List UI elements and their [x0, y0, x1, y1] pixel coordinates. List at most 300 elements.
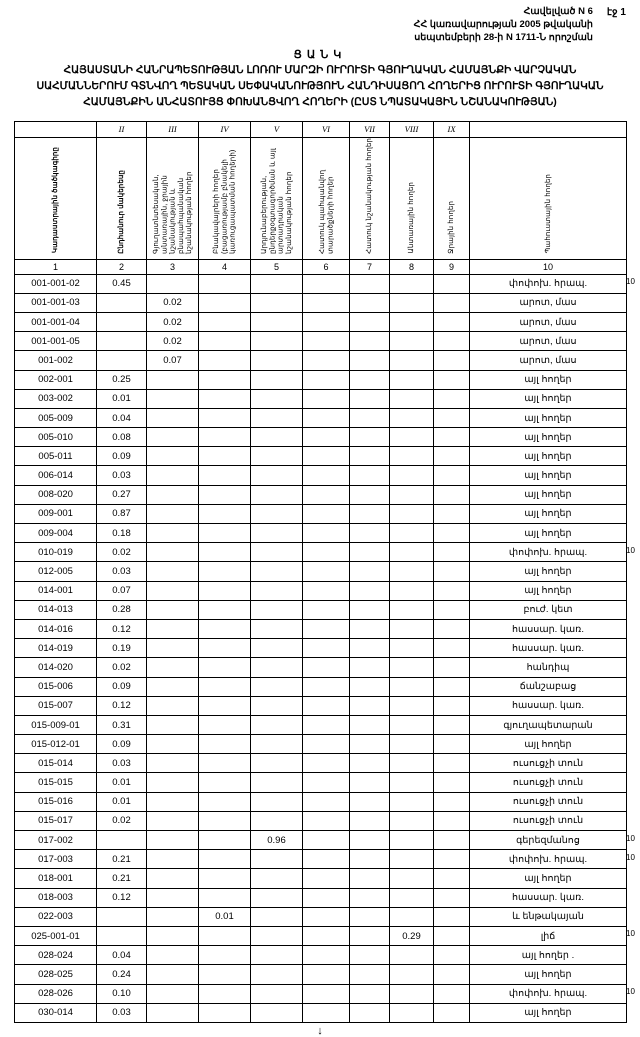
cell-water	[434, 581, 470, 600]
cell-settlement	[199, 735, 251, 754]
cell-industrial	[251, 1003, 303, 1022]
cell-total-area	[97, 351, 147, 370]
cell-protected	[303, 965, 350, 984]
cell-industrial	[251, 274, 303, 293]
table-row	[15, 351, 627, 370]
col-label-5: Արդյունաբերության, ընդերքօգտագործման և այլ արտադրական նշանակության հողեր	[258, 147, 293, 254]
cell-settlement	[199, 1003, 251, 1022]
cell-agricultural	[147, 274, 199, 293]
cell-water	[434, 658, 470, 677]
table-header-row	[15, 137, 627, 259]
cell-note: արոտ, մաս	[470, 351, 627, 370]
table-row	[15, 428, 627, 447]
cell-agricultural	[147, 408, 199, 427]
cell-forest	[390, 312, 434, 331]
col-label-10: Պահուստային հողեր	[542, 174, 552, 254]
cell-settlement	[199, 639, 251, 658]
col-header-protected	[303, 137, 350, 259]
cell-settlement	[199, 984, 251, 1003]
cell-special	[350, 293, 390, 312]
cell-settlement	[199, 332, 251, 351]
table-row	[15, 677, 627, 696]
cell-protected	[303, 926, 350, 945]
cell-cadastral-code: 022-003	[15, 907, 97, 926]
cell-industrial	[251, 485, 303, 504]
cell-cadastral-code: 002-001	[15, 370, 97, 389]
cell-cadastral-code: 005-010	[15, 428, 97, 447]
cell-forest	[390, 869, 434, 888]
cell-agricultural	[147, 831, 199, 850]
cell-cadastral-code: 015-007	[15, 696, 97, 715]
cell-agricultural	[147, 639, 199, 658]
cell-water	[434, 735, 470, 754]
cell-water	[434, 447, 470, 466]
col-header-reserve	[470, 137, 627, 259]
land-parcels-table	[14, 121, 627, 1023]
cell-settlement	[199, 524, 251, 543]
cell-total-area	[97, 926, 147, 945]
cell-note: այլ հողեր	[470, 735, 627, 754]
cell-industrial	[251, 619, 303, 638]
cell-industrial	[251, 907, 303, 926]
cell-protected	[303, 946, 350, 965]
cell-agricultural	[147, 850, 199, 869]
num-4: 4	[199, 259, 251, 274]
cell-industrial	[251, 946, 303, 965]
page-number: էջ 1	[606, 7, 626, 18]
cell-protected	[303, 850, 350, 869]
cell-agricultural	[147, 984, 199, 1003]
col-header-settlement	[199, 137, 251, 259]
num-6: 6	[303, 259, 350, 274]
cell-forest	[390, 696, 434, 715]
cell-forest	[390, 543, 434, 562]
cell-industrial	[251, 735, 303, 754]
cell-protected	[303, 332, 350, 351]
cell-special	[350, 946, 390, 965]
table-body	[15, 274, 627, 1022]
cell-water	[434, 524, 470, 543]
cell-water	[434, 715, 470, 734]
cell-forest	[390, 351, 434, 370]
cell-settlement	[199, 351, 251, 370]
cell-settlement	[199, 600, 251, 619]
cell-note: ուսուցչի տուն	[470, 754, 627, 773]
decision-line-1: ՀՀ կառավարության 2005 թվականի	[413, 18, 593, 30]
cell-special	[350, 792, 390, 811]
cell-protected	[303, 389, 350, 408]
roman-9: IX	[434, 121, 470, 137]
cell-special	[350, 984, 390, 1003]
cell-water	[434, 792, 470, 811]
table-row	[15, 946, 627, 965]
table-row	[15, 389, 627, 408]
cell-protected	[303, 1003, 350, 1022]
cell-industrial	[251, 639, 303, 658]
cell-note: այլ հողեր	[470, 389, 627, 408]
margin-mark: 10	[626, 277, 635, 287]
cell-industrial	[251, 869, 303, 888]
cell-forest	[390, 792, 434, 811]
table-row	[15, 773, 627, 792]
roman-8: VIII	[390, 121, 434, 137]
cell-protected	[303, 619, 350, 638]
cell-protected	[303, 754, 350, 773]
cell-agricultural	[147, 869, 199, 888]
cell-total-area: 0.03	[97, 1003, 147, 1022]
page-subtitle: ՀԱՅԱՍՏԱՆԻ ՀԱՆՐԱՊԵՏՈՒԹՅԱՆ ԼՈՌՈՒ ՄԱՐԶԻ ՈՒՐՈՒՏԻ ԳՅՈՒՂԱԿԱՆ ՀԱՄԱՅՆՔԻ ՎԱՐՉԱԿԱՆ ՍԱՀՄԱՆՆԵՐՈՒՄ ԳՏՆՎՈՂ ՊԵՏԱԿԱՆ ՍԵՓԱԿԱՆՈՒԹՅՈՒՆ ՀԱՆԴԻՍԱՑՈՂ ՀՈՂԵՐԻՑ ՈՒՐՈՒՏԻ ԳՅՈՒՂԱԿԱՆ ՀԱՄԱՅՆՔԻՆ ԱՆՀԱՏՈՒՅՑ ՓՈԽԱՆՑՎՈՂ ՀՈՂԵՐԻ (ԸՍՏ ՆՊԱՏԱԿԱՅԻՆ ՆՇԱՆԱԿՈՒԹՅԱՆ)	[36, 64, 604, 108]
cell-total-area	[97, 831, 147, 850]
cell-protected	[303, 504, 350, 523]
table-row	[15, 1003, 627, 1022]
cell-forest	[390, 370, 434, 389]
cell-special	[350, 581, 390, 600]
cell-protected	[303, 370, 350, 389]
cell-protected	[303, 831, 350, 850]
appendix-line: Հավելված N 6	[523, 6, 593, 17]
cell-water	[434, 485, 470, 504]
cell-note: փոփոխ. հրապ.	[470, 543, 627, 562]
cell-cadastral-code: 017-003	[15, 850, 97, 869]
cell-note: փոփոխ. հրապ.	[470, 850, 627, 869]
cell-total-area: 0.87	[97, 504, 147, 523]
cell-note: այլ հողեր	[470, 524, 627, 543]
cell-settlement	[199, 370, 251, 389]
table-row	[15, 907, 627, 926]
margin-mark: 10	[626, 833, 635, 843]
cell-agricultural	[147, 715, 199, 734]
cell-total-area: 0.07	[97, 581, 147, 600]
cell-water	[434, 543, 470, 562]
cell-forest	[390, 811, 434, 830]
cell-industrial	[251, 754, 303, 773]
table-row	[15, 850, 627, 869]
cell-protected	[303, 524, 350, 543]
col-label-3: Գյուղատնտեսական, անտառային, ջրային նշանակության և բնապահպանական նշանակության հողեր	[150, 171, 193, 254]
cell-protected	[303, 543, 350, 562]
table-row	[15, 312, 627, 331]
table-row	[15, 619, 627, 638]
cell-water	[434, 274, 470, 293]
cell-settlement	[199, 312, 251, 331]
cell-note: այլ հողեր .	[470, 946, 627, 965]
decision-line-2: սեպտեմբերի 28-ի N 1711-Ն որոշման	[414, 31, 593, 43]
cell-water	[434, 504, 470, 523]
cell-cadastral-code: 014-019	[15, 639, 97, 658]
cell-cadastral-code: 014-020	[15, 658, 97, 677]
cell-settlement	[199, 696, 251, 715]
cell-special	[350, 600, 390, 619]
cell-settlement	[199, 850, 251, 869]
cell-cadastral-code: 015-015	[15, 773, 97, 792]
cell-forest	[390, 524, 434, 543]
cell-cadastral-code: 015-017	[15, 811, 97, 830]
cell-forest	[390, 293, 434, 312]
cell-total-area: 0.28	[97, 600, 147, 619]
cell-note: արոտ, մաս	[470, 293, 627, 312]
cell-cadastral-code: 025-001-01	[15, 926, 97, 945]
cell-agricultural: 0.02	[147, 312, 199, 331]
cell-forest	[390, 485, 434, 504]
col-header-water	[434, 137, 470, 259]
cell-note: բուժ. կետ	[470, 600, 627, 619]
table-row	[15, 888, 627, 907]
cell-total-area: 0.12	[97, 619, 147, 638]
table-roman-row	[15, 121, 627, 137]
cell-agricultural	[147, 677, 199, 696]
cell-settlement	[199, 946, 251, 965]
cell-protected	[303, 715, 350, 734]
cell-cadastral-code: 001-001-03	[15, 293, 97, 312]
cell-cadastral-code: 001-001-04	[15, 312, 97, 331]
cell-water	[434, 351, 470, 370]
cell-industrial	[251, 562, 303, 581]
table-row	[15, 562, 627, 581]
cell-protected	[303, 677, 350, 696]
cell-industrial: 0.96	[251, 831, 303, 850]
cell-water	[434, 869, 470, 888]
cell-protected	[303, 735, 350, 754]
cell-forest	[390, 428, 434, 447]
cell-settlement	[199, 543, 251, 562]
cell-cadastral-code: 028-025	[15, 965, 97, 984]
cell-protected	[303, 293, 350, 312]
cell-special	[350, 773, 390, 792]
cell-special	[350, 562, 390, 581]
cell-water	[434, 619, 470, 638]
cell-protected	[303, 485, 350, 504]
cell-note: այլ հողեր	[470, 504, 627, 523]
cell-special	[350, 850, 390, 869]
cell-settlement	[199, 869, 251, 888]
cell-note: այլ հողեր	[470, 408, 627, 427]
cell-total-area: 0.31	[97, 715, 147, 734]
cell-water	[434, 562, 470, 581]
cell-industrial	[251, 965, 303, 984]
cell-special	[350, 888, 390, 907]
cell-total-area	[97, 907, 147, 926]
cell-agricultural	[147, 466, 199, 485]
table-row	[15, 370, 627, 389]
cell-cadastral-code: 015-016	[15, 792, 97, 811]
cell-water	[434, 850, 470, 869]
cell-forest	[390, 562, 434, 581]
cell-protected	[303, 773, 350, 792]
cell-agricultural	[147, 428, 199, 447]
table-row	[15, 447, 627, 466]
cell-forest	[390, 907, 434, 926]
num-3: 3	[147, 259, 199, 274]
cell-protected	[303, 869, 350, 888]
roman-7: VII	[350, 121, 390, 137]
cell-cadastral-code: 028-026	[15, 984, 97, 1003]
cell-forest	[390, 658, 434, 677]
cell-note: ուսուցչի տուն	[470, 792, 627, 811]
num-10: 10	[470, 259, 627, 274]
num-9: 9	[434, 259, 470, 274]
cell-total-area: 0.04	[97, 946, 147, 965]
cell-note: այլ հողեր	[470, 869, 627, 888]
cell-protected	[303, 312, 350, 331]
cell-forest	[390, 466, 434, 485]
cell-industrial	[251, 715, 303, 734]
cell-total-area: 0.09	[97, 677, 147, 696]
cell-agricultural	[147, 485, 199, 504]
cell-industrial	[251, 850, 303, 869]
cell-settlement	[199, 658, 251, 677]
cell-agricultural	[147, 946, 199, 965]
cell-protected	[303, 562, 350, 581]
cell-agricultural: 0.02	[147, 332, 199, 351]
cell-settlement	[199, 677, 251, 696]
cell-settlement	[199, 428, 251, 447]
cell-special	[350, 389, 390, 408]
cell-note: փոփոխ. հրապ.	[470, 984, 627, 1003]
cell-industrial	[251, 696, 303, 715]
cell-cadastral-code: 018-003	[15, 888, 97, 907]
cell-water	[434, 754, 470, 773]
cell-total-area: 0.02	[97, 811, 147, 830]
cell-forest	[390, 888, 434, 907]
cell-water	[434, 811, 470, 830]
cell-note: և ենթակայան	[470, 907, 627, 926]
table-row	[15, 965, 627, 984]
cell-agricultural	[147, 965, 199, 984]
cell-protected	[303, 408, 350, 427]
roman-4: IV	[199, 121, 251, 137]
cell-cadastral-code: 001-001-05	[15, 332, 97, 351]
cell-protected	[303, 639, 350, 658]
cell-protected	[303, 581, 350, 600]
num-1: 1	[15, 259, 97, 274]
col-label-1: Կադաստրային ծածկագիրը	[50, 147, 60, 254]
col-label-8: Անտառային հողեր	[406, 182, 416, 254]
cell-settlement	[199, 408, 251, 427]
cell-settlement	[199, 715, 251, 734]
cell-special	[350, 658, 390, 677]
cell-agricultural	[147, 888, 199, 907]
table-row	[15, 543, 627, 562]
cell-water	[434, 926, 470, 945]
cell-forest	[390, 677, 434, 696]
col-label-4: Բնակավայրերի հողեր (բացառությամբ բնակելի կառուցապատման հողերի)	[211, 149, 237, 254]
margin-mark: 10	[626, 929, 635, 939]
cell-water	[434, 831, 470, 850]
cell-special	[350, 332, 390, 351]
roman-10	[470, 121, 627, 137]
cell-industrial	[251, 524, 303, 543]
num-2: 2	[97, 259, 147, 274]
col-label-9: Ջրային հողեր	[446, 200, 456, 254]
cell-forest	[390, 946, 434, 965]
cell-note: գերեզմանոց	[470, 831, 627, 850]
header-right-block	[52, 6, 626, 44]
cell-forest	[390, 965, 434, 984]
cell-note: հասսար. կառ.	[470, 619, 627, 638]
table-row	[15, 524, 627, 543]
cell-special	[350, 370, 390, 389]
cell-settlement	[199, 754, 251, 773]
cell-total-area: 0.04	[97, 408, 147, 427]
cell-cadastral-code: 010-019	[15, 543, 97, 562]
table-number-row	[15, 259, 627, 274]
cell-industrial	[251, 332, 303, 351]
cell-forest	[390, 274, 434, 293]
cell-settlement	[199, 773, 251, 792]
cell-note: հասսար. կառ.	[470, 696, 627, 715]
cell-cadastral-code: 014-016	[15, 619, 97, 638]
cell-note: հանդիպ	[470, 658, 627, 677]
cell-special	[350, 754, 390, 773]
cell-special	[350, 696, 390, 715]
cell-note: այլ հողեր	[470, 1003, 627, 1022]
cell-special	[350, 485, 390, 504]
cell-forest	[390, 754, 434, 773]
cell-note: ուսուցչի տուն	[470, 811, 627, 830]
table-row	[15, 735, 627, 754]
table-row	[15, 274, 627, 293]
cell-water	[434, 312, 470, 331]
cell-water	[434, 965, 470, 984]
cell-total-area: 0.03	[97, 466, 147, 485]
cell-protected	[303, 351, 350, 370]
cell-industrial	[251, 408, 303, 427]
cell-note: փոփոխ. հրապ.	[470, 274, 627, 293]
cell-agricultural	[147, 658, 199, 677]
cell-settlement	[199, 811, 251, 830]
cell-protected	[303, 600, 350, 619]
cell-industrial	[251, 504, 303, 523]
cell-agricultural: 0.07	[147, 351, 199, 370]
cell-protected	[303, 907, 350, 926]
cell-settlement	[199, 274, 251, 293]
cell-forest	[390, 447, 434, 466]
cell-industrial	[251, 351, 303, 370]
table-row	[15, 466, 627, 485]
cell-agricultural	[147, 543, 199, 562]
cell-agricultural	[147, 447, 199, 466]
cell-note: արոտ, մաս	[470, 332, 627, 351]
cell-total-area: 0.08	[97, 428, 147, 447]
table-row	[15, 485, 627, 504]
col-label-7: Հատուկ նշանակության հողեր	[364, 137, 374, 254]
document-header	[14, 6, 626, 44]
cell-settlement	[199, 619, 251, 638]
cell-special	[350, 811, 390, 830]
table-row	[15, 792, 627, 811]
cell-industrial	[251, 466, 303, 485]
table-row	[15, 600, 627, 619]
table-row	[15, 811, 627, 830]
cell-cadastral-code: 017-002	[15, 831, 97, 850]
cell-protected	[303, 428, 350, 447]
cell-settlement	[199, 466, 251, 485]
cell-forest	[390, 773, 434, 792]
num-5: 5	[251, 259, 303, 274]
cell-special	[350, 677, 390, 696]
cell-cadastral-code: 001-002	[15, 351, 97, 370]
table-row	[15, 754, 627, 773]
table-row	[15, 581, 627, 600]
cell-forest	[390, 715, 434, 734]
cell-cadastral-code: 028-024	[15, 946, 97, 965]
cell-special	[350, 639, 390, 658]
cell-agricultural	[147, 600, 199, 619]
cell-agricultural	[147, 524, 199, 543]
cell-special	[350, 504, 390, 523]
cell-water	[434, 370, 470, 389]
cell-agricultural	[147, 581, 199, 600]
